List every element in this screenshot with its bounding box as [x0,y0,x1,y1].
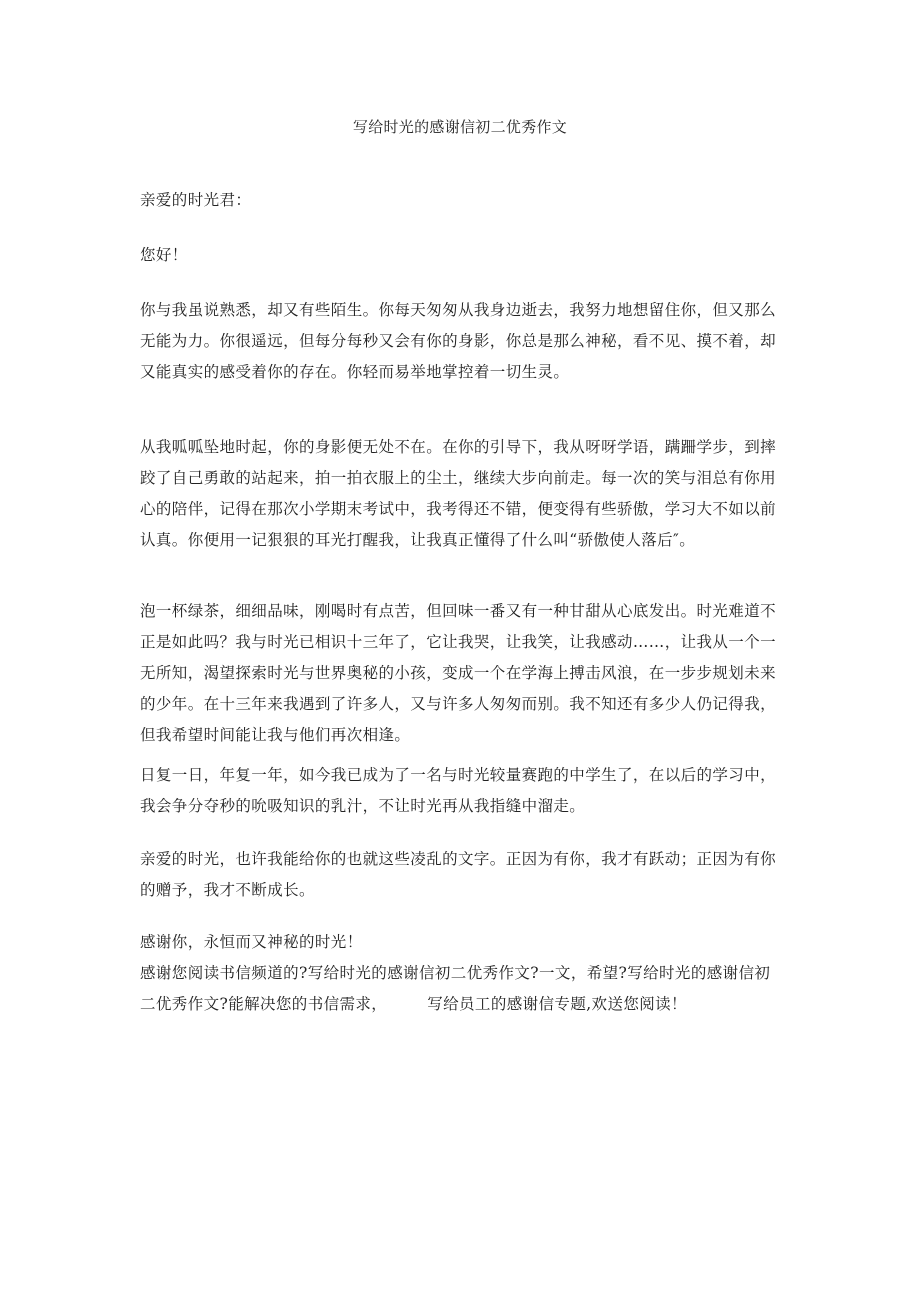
greeting-text: 您好！ [140,246,188,264]
paragraph-line: 又能真实的感受着你的存在。你轻而易举地掌控着一切生灵。 [140,363,570,381]
paragraph-line: 无能为力。你很遥远，但每分每秒又会有你的身影，你总是那么神秘，看不见、摸不着，却 [140,332,777,350]
closing-text: 感谢你，永恒而又神秘的时光！ [140,933,363,951]
paragraph-line: 我会争分夺秒的吮吸知识的乳汁，不让时光再从我指缝中溜走。 [140,797,586,815]
paragraph-line: 跤了自己勇敢的站起来，拍一拍衣服上的尘土，继续大步向前走。每一次的笑与泪总有你用 [140,469,777,487]
closing-block [140,927,790,1020]
greeting [140,240,790,271]
paragraph-line: 你与我虽说熟悉，却又有些陌生。你每天匆匆从我身边逝去，我努力地想留住你，但又那么 [140,301,777,319]
paragraph-line: 但我希望时间能让我与他们再次相逢。 [140,726,411,744]
paragraph-4 [140,760,790,822]
paragraph-line: 日复一日，年复一年，如今我已成为了一名与时光较量赛跑的中学生了，在以后的学习中， [140,766,777,784]
document-title: 写给时光的感谢信初二优秀作文 [352,118,568,136]
paragraph-line: 亲爱的时光，也许我能给你的也就这些凌乱的文字。正因为有你，我才有跃动；正因为有你 [140,850,777,868]
paragraph-2 [140,432,790,556]
footer-line-2 [140,989,790,1020]
paragraph-line: 正是如此吗？我与时光已相识十三年了，它让我哭，让我笑，让我感动……，让我从一个一 [140,633,777,651]
footer-line-2-part-a: 二优秀作文?能解决您的书信需求， [140,995,388,1013]
paragraph-5 [140,844,790,906]
paragraph-line: 的赠予，我才不断成长。 [140,881,315,899]
footer-line-2-part-b: 写给员工的感谢信专题,欢送您阅读！ [427,995,687,1013]
paragraph-line: 从我呱呱坠地时起，你的身影便无处不在。在你的引导下，我从呀呀学语，蹒跚学步，到摔 [140,438,777,456]
paragraph-line: 泡一杯绿茶，细细品味，刚喝时有点苦，但回味一番又有一种甘甜从心底发出。时光难道不 [140,602,777,620]
salutation-text: 亲爱的时光君： [140,191,252,209]
paragraph-3 [140,596,790,751]
footer-line-1: 感谢您阅读书信频道的?写给时光的感谢信初二优秀作文?一文，希望?写给时光的感谢信初 [140,964,771,982]
paragraph-1 [140,295,790,388]
salutation [140,185,790,216]
paragraph-line: 无所知，渴望探索时光与世界奥秘的小孩，变成一个在学海上搏击风浪，在一步步规划未来 [140,664,777,682]
paragraph-line: 的少年。在十三年来我遇到了许多人，又与许多人匆匆而别。我不知还有多少人仍记得我， [140,695,777,713]
paragraph-line: 认真。你便用一记狠狠的耳光打醒我，让我真正懂得了什么叫“骄傲使人落后″。 [140,531,696,549]
paragraph-line: 心的陪伴，记得在那次小学期末考试中，我考得还不错，便变得有些骄傲，学习大不如以前 [140,500,777,518]
